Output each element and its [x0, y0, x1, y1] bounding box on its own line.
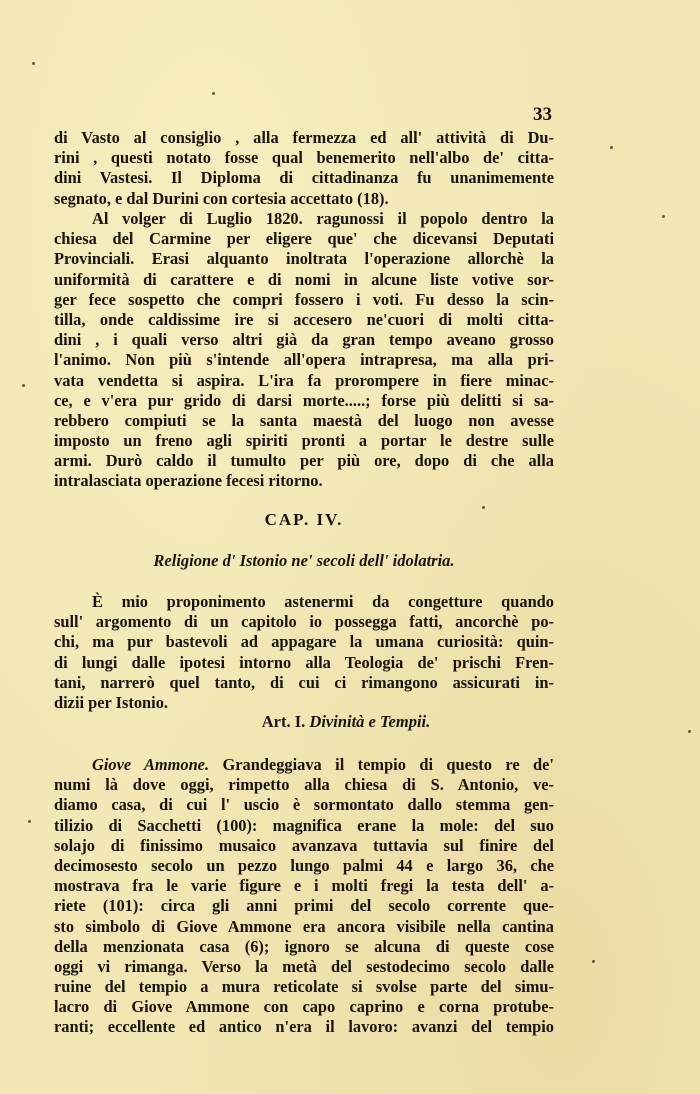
article-heading — [96, 712, 596, 732]
text-line: sto simbolo di Giove Ammone era ancora visibile nella cantina — [54, 916, 554, 936]
text-line: Al volger di Luglio 1820. ragunossi il popolo dentro la — [92, 209, 554, 228]
article-title: Divinità e Tempii. — [309, 712, 431, 731]
text-line: dizii per Istonio. — [54, 692, 168, 712]
text-line: uniformità di carattere e di nomi in alcune liste votive sor- — [54, 269, 554, 289]
paper-speck — [32, 62, 35, 65]
text-line: È mio proponimento astenermi da congetture quando — [92, 592, 554, 611]
text-line: dini Vastesi. Il Diploma di cittadinanza fu unanimemente — [54, 168, 554, 188]
text-line: tilla, onde caldissime ire si accesero ne'cuori di molti citta- — [54, 309, 554, 329]
paper-speck — [662, 215, 665, 218]
paper-speck — [688, 730, 691, 733]
text-line: tilizio di Sacchetti (100): magnifica erane la mole: del suo — [54, 815, 554, 835]
text-line: chi, ma pur bastevoli ad appagare la umana curiosità: quin- — [54, 632, 554, 652]
text-line: riete (101): circa gli anni primi del secolo corrente que- — [54, 896, 554, 916]
text-fragment: Grandeggiava il tempio di questo re de' — [222, 755, 554, 774]
text-line — [54, 755, 554, 775]
paper-speck — [592, 960, 595, 963]
text-line: armi. Durò caldo il tumulto per più ore, dopo di che alla — [54, 451, 554, 471]
chapter-subtitle: Religione d' Istonio ne' secoli dell' idolatria. — [153, 551, 455, 570]
text-line: Provinciali. Erasi alquanto inoltrata l'operazione allorchè la — [54, 249, 554, 269]
text-line: oggi vi rimanga. Verso la metà del sestodecimo secolo dalle — [54, 956, 554, 976]
paper-speck — [482, 506, 485, 509]
text-line: intralasciata operazione fecesi ritorno. — [54, 471, 323, 491]
text-line: di lungi dalle ipotesi intorno alla Teologia de' prischi Fren- — [54, 652, 554, 672]
text-line: vata vendetta si aspira. L'ira fa prorompere in fiere minac- — [54, 370, 554, 390]
text-line: l'animo. Non più s'intende all'opera intrapresa, ma alla pri- — [54, 350, 554, 370]
text-line: dini , i quali verso altri già da gran tempo aveano grosso — [54, 330, 554, 350]
paragraph-intro — [54, 592, 554, 713]
text-line: di Vasto al consiglio , alla fermezza ed all' attività di Du- — [54, 128, 554, 147]
text-line: imposto un freno agli spiriti pronti a portar le destre sulle — [54, 431, 554, 451]
paper-speck — [28, 820, 31, 823]
text-line: ce, e v'era pur grido di darsi morte.....; forse più delitti si sa- — [54, 390, 554, 410]
text-line: rini , questi notato fosse qual benemerito nell'albo de' citta- — [54, 148, 554, 168]
text-line: mostrava fra le varie figure e i molti fregi la testa dell' a- — [54, 876, 554, 896]
text-line: diamo casa, di cui l' uscio è sormontato dallo stemma gen- — [54, 795, 554, 815]
text-line: chiesa del Carmine per eligere que' che dicevansi Deputati — [54, 229, 554, 249]
text-line: ruine del tempio a mura reticolate si svolse parte del simu- — [54, 977, 554, 997]
page-number: 33 — [533, 104, 552, 125]
paper-speck — [610, 146, 613, 149]
text-line: rebbero compiuti se la santa maestà del luogo non avesse — [54, 410, 554, 430]
text-line: della menzionata casa (6); ignoro se alcuna di queste cose — [54, 936, 554, 956]
text-line: solajo di finissimo musaico avanzava tuttavia sul finire del — [54, 835, 554, 855]
paper-speck — [22, 384, 25, 387]
text-line: lacro di Giove Ammone con capo caprino e corna protube- — [54, 997, 554, 1017]
text-line: ranti; eccellente ed antico n'era il lavoro: avanzi del tempio — [54, 1017, 554, 1037]
text-line: ger fece sospetto che compri fossero i voti. Fu desso la scin- — [54, 289, 554, 309]
paragraph-giove-ammone — [54, 755, 554, 1038]
text-line: sull' argomento di un capitolo io possegga fatti, ancorchè po- — [54, 612, 554, 632]
chapter-title: CAP. IV. — [264, 510, 344, 529]
article-number: Art. I. — [261, 712, 306, 731]
paragraph-continuation — [54, 128, 554, 209]
text-line: tani, narrerò quel tanto, di cui ci rimangono assicurati in- — [54, 672, 554, 692]
paragraph-election — [54, 209, 554, 492]
paper-speck — [212, 92, 215, 95]
text-line: decimosesto secolo un pezzo lungo palmi 44 e largo 36, che — [54, 855, 554, 875]
text-line: segnato, e dal Durini con cortesia accettato (18). — [54, 188, 389, 208]
section-lead: Giove Ammone. — [92, 755, 210, 774]
text-line: numi là dove oggi, rimpetto alla chiesa di S. Antonio, ve- — [54, 775, 554, 795]
